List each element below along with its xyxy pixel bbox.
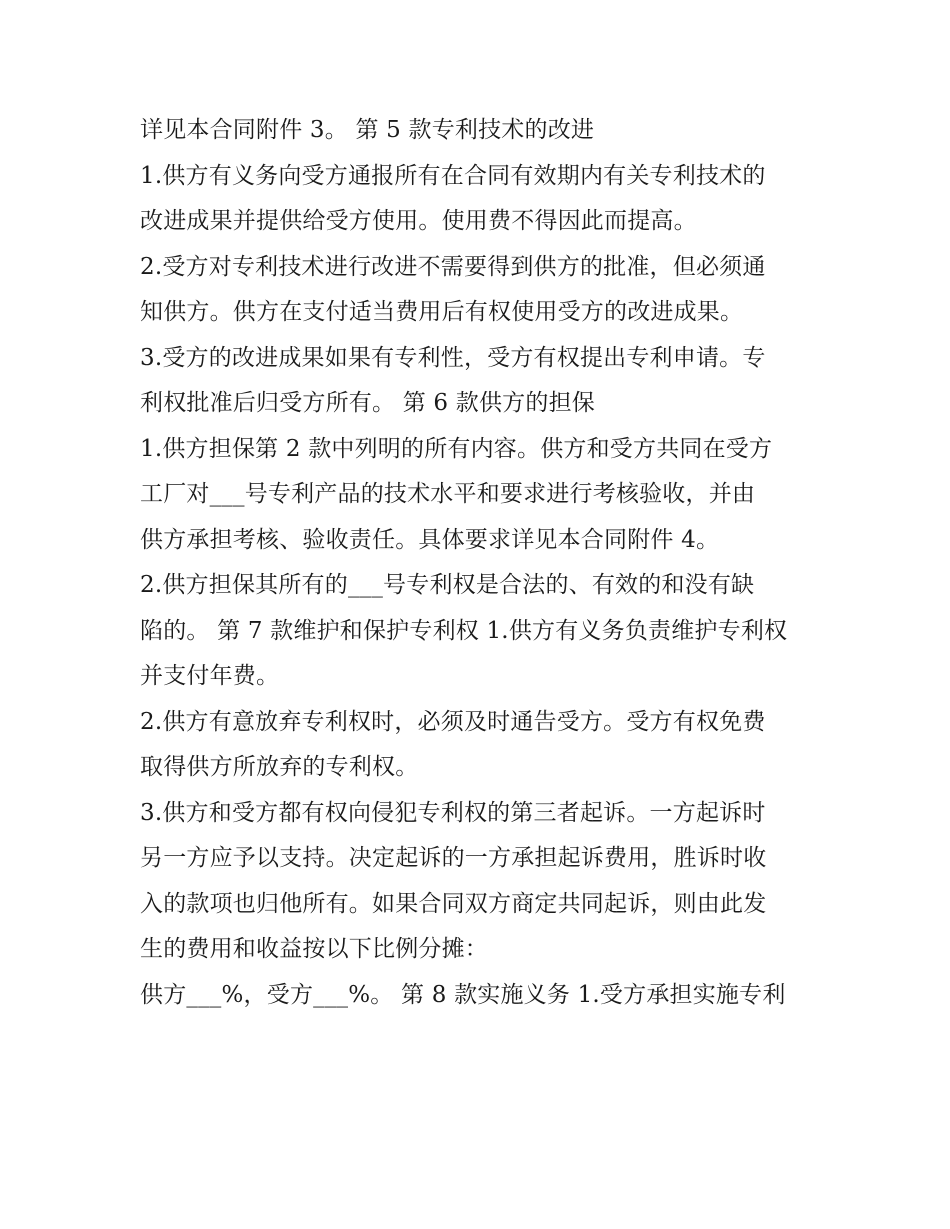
text-line: 知供方。供方在支付适当费用后有权使用受方的改进成果。 xyxy=(140,299,744,325)
text-line: 工厂对___号专利产品的技术水平和要求进行考核验收，并由 xyxy=(140,481,756,507)
text-line: 供方承担考核、验收责任。具体要求详见本合同附件 4。 xyxy=(140,526,720,553)
text-line: 改进成果并提供给受方使用。使用费不得因此而提高。 xyxy=(140,208,697,234)
text-line: 利权批准后归受方所有。 第 6 款供方的担保 xyxy=(140,390,595,416)
text-line: 生的费用和收益按以下比例分摊： xyxy=(140,936,488,962)
contract-text xyxy=(140,108,820,1018)
text-line: 2.供方担保其所有的___号专利权是合法的、有效的和没有缺 xyxy=(140,572,755,598)
text-line: 取得供方所放弃的专利权。 xyxy=(140,754,419,780)
text-line: 并支付年费。 xyxy=(140,663,280,689)
text-line: 2.受方对专利技术进行改进不需要得到供方的批准，但必须通 xyxy=(140,253,766,280)
text-line: 3.供方和受方都有权向侵犯专利权的第三者起诉。一方起诉时 xyxy=(140,799,766,826)
text-line: 另一方应予以支持。决定起诉的一方承担起诉费用，胜诉时收 xyxy=(140,845,767,871)
text-line: 1.供方担保第 2 款中列明的所有内容。供方和受方共同在受方 xyxy=(140,435,773,462)
text-line: 详见本合同附件 3。 第 5 款专利技术的改进 xyxy=(140,117,595,143)
text-line: 3.受方的改进成果如果有专利性，受方有权提出专利申请。专 xyxy=(140,344,766,371)
text-line: 1.供方有义务向受方通报所有在合同有效期内有关专利技术的 xyxy=(140,162,766,189)
text-line: 2.供方有意放弃专利权时，必须及时通告受方。受方有权免费 xyxy=(140,708,766,735)
text-line: 供方___%，受方___%。 第 8 款实施义务 1.受方承担实施专利 xyxy=(140,981,786,1008)
text-line: 入的款项也归他所有。如果合同双方商定共同起诉，则由此发 xyxy=(140,890,767,917)
text-line: 陷的。 第 7 款维护和保护专利权 1.供方有义务负责维护专利权 xyxy=(140,617,788,644)
